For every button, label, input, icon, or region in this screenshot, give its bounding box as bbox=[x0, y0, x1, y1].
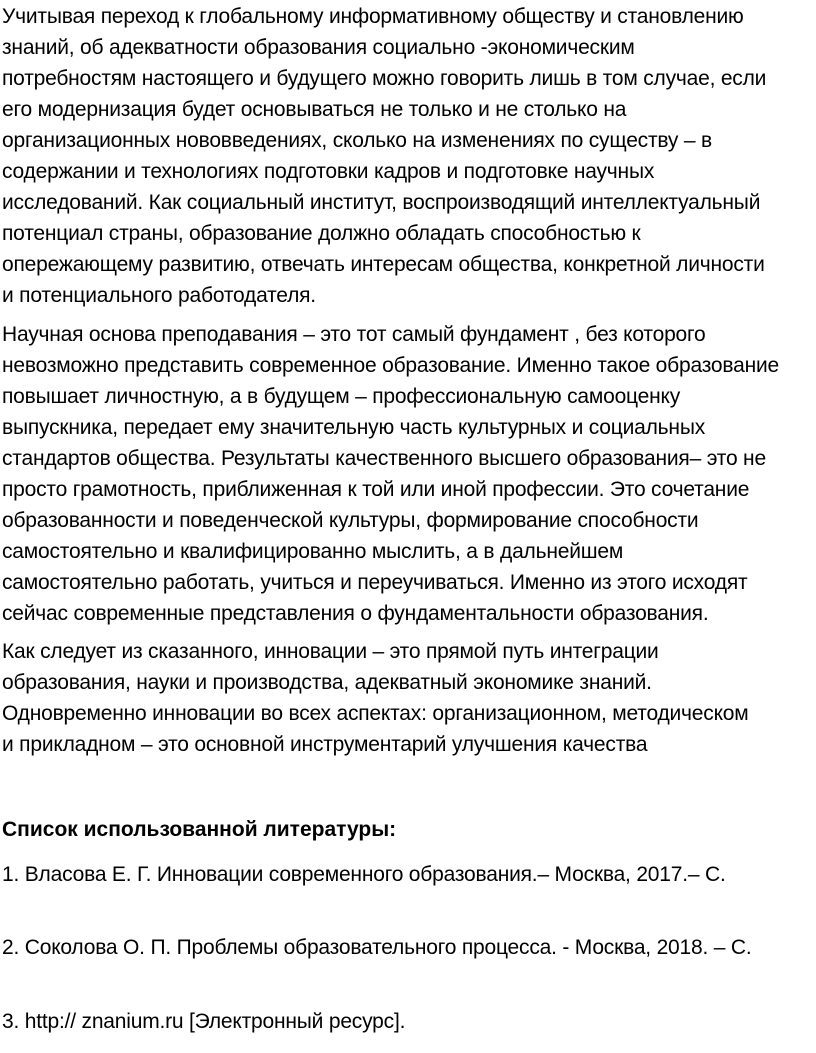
text-line: знаний, об адекватности образования социально -экономическим bbox=[2, 36, 635, 59]
text-line: и потенциального работодателя. bbox=[2, 284, 316, 307]
text-line: Учитывая переход к глобальному информативному обществу и становлению bbox=[2, 5, 744, 28]
text-line: самостоятельно и квалифицированно мыслить, а в дальнейшем bbox=[2, 540, 624, 563]
text-line: опережающему развитию, отвечать интересам общества, конкретной личности bbox=[2, 253, 765, 276]
text-line: невозможно представить современное образование. Именно такое образование bbox=[2, 354, 779, 377]
text-line: образованности и поведенческой культуры, формирование способности bbox=[2, 509, 699, 532]
text-line: повышает личностную, а в будущем – профессиональную самооценку bbox=[2, 385, 681, 408]
text-line: организационных нововведениях, сколько на изменениях по существу – в bbox=[2, 129, 712, 152]
text-line: потребностям настоящего и будущего можно говорить лишь в том случае, если bbox=[2, 67, 767, 90]
text-line: образования, науки и производства, адекватный экономике знаний. bbox=[2, 671, 652, 694]
text-line: стандартов общества. Результаты качественного высшего образования– это не bbox=[2, 447, 766, 470]
text-line: потенциал страны, образование должно обладать способностью к bbox=[2, 222, 641, 245]
text-line: Научная основа преподавания – это тот самый фундамент , без которого bbox=[2, 323, 706, 346]
text-line: Одновременно инновации во всех аспектах: организационном, методическом bbox=[2, 702, 749, 725]
reference-item: 3. http:// znanium.ru [Электронный ресурс]. bbox=[2, 1010, 406, 1033]
text-line: исследований. Как социальный институт, воспроизводящий интеллектуальный bbox=[2, 191, 761, 214]
text-line: Как следует из сказанного, инновации – это прямой путь интеграции bbox=[2, 640, 659, 663]
references-heading: Список использованной литературы: bbox=[2, 818, 397, 841]
text-line: и прикладном – это основной инструментарий улучшения качества bbox=[2, 733, 648, 756]
text-line: просто грамотность, приближенная к той или иной профессии. Это сочетание bbox=[2, 478, 750, 501]
text-line: выпускника, передает ему значительную часть культурных и социальных bbox=[2, 416, 706, 439]
text-line: сейчас современные представления о фундаментальности образования. bbox=[2, 602, 709, 625]
text-line: содержании и технологиях подготовки кадров и подготовке научных bbox=[2, 160, 655, 183]
reference-item: 2. Соколова О. П. Проблемы образовательного процесса. - Москва, 2018. – С. bbox=[2, 936, 752, 959]
text-line: самостоятельно работать, учиться и переучиваться. Именно из этого исходят bbox=[2, 571, 748, 594]
text-line: его модернизация будет основываться не только и не столько на bbox=[2, 98, 627, 121]
reference-item: 1. Власова Е. Г. Инновации современного образования.– Москва, 2017.– С. bbox=[2, 863, 726, 886]
